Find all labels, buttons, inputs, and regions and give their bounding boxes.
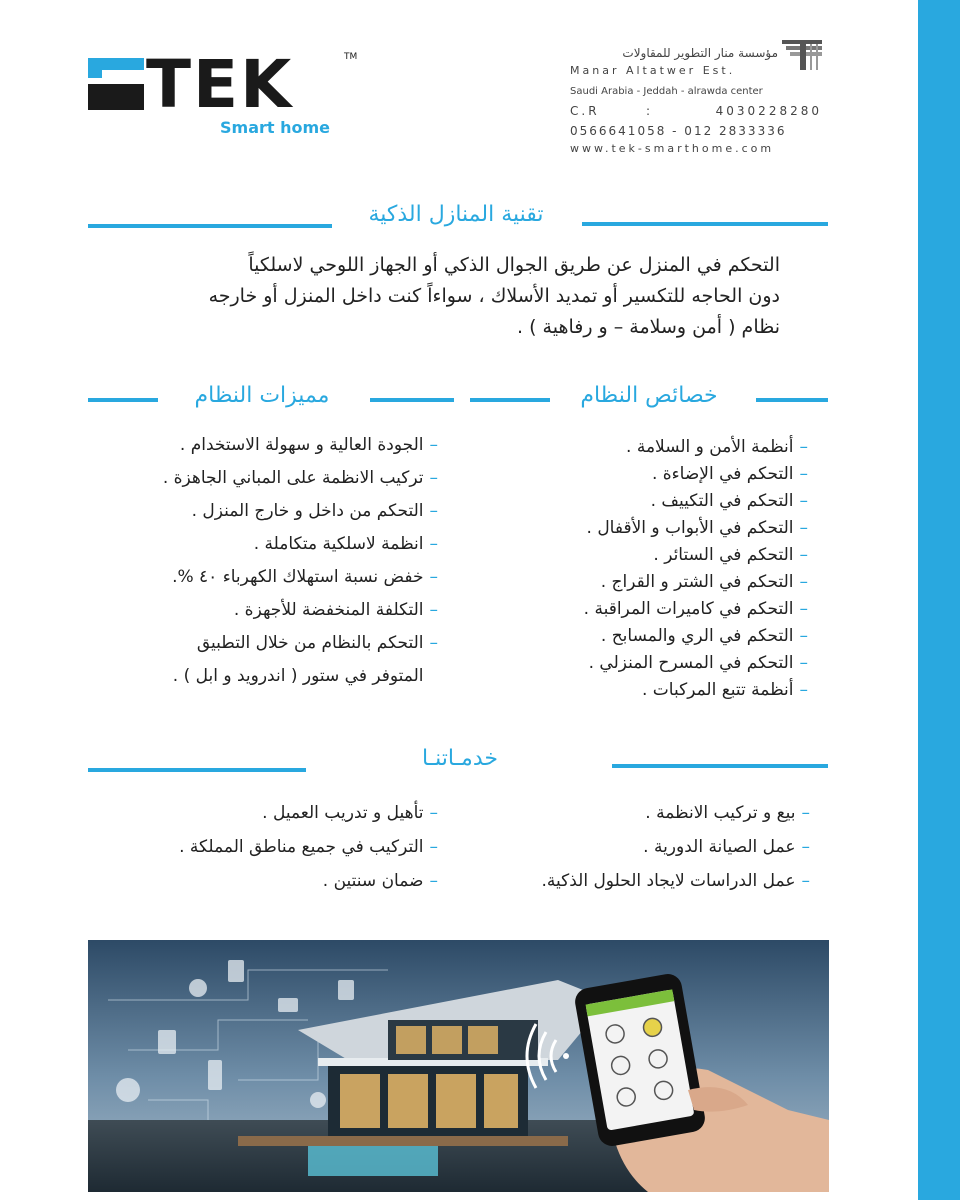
list-item: –انظمة لاسلكية متكاملة . [253,534,438,554]
intro-heading-line-left [88,224,332,228]
service-text: ضمان سنتين . [322,871,424,891]
phone-numbers: 0566641058 - 012 2833336 [570,124,787,138]
smart-home-photo [88,940,829,1192]
advantage-text: خفض نسبة استهلاك الكهرباء ٤٠ %. [172,567,424,587]
advantage-text: تركيب الانظمة على المباني الجاهزة . [162,468,424,488]
intro-paragraph [130,250,780,343]
list-item: –خفض نسبة استهلاك الكهرباء ٤٠ %. [172,567,438,587]
features-heading: خصائص النظام [580,383,718,408]
company-info [570,40,830,160]
logo-mark-icon [88,58,144,110]
list-item: –التركيب في جميع مناطق المملكة . [179,837,438,857]
advantages-heading-line-left [88,398,158,402]
service-text: عمل الصيانة الدورية . [643,837,796,857]
feature-text: أنظمة الأمن و السلامة . [626,437,794,457]
list-item: –التحكم في التكييف . [650,491,808,511]
list-item: –التحكم بالنظام من خلال التطبيق [196,633,438,653]
service-text: تأهيل و تدريب العميل . [262,803,424,823]
services-heading-line-right [612,764,828,768]
advantage-text: التكلفة المنخفضة للأجهزة . [233,600,424,620]
cr-number: 4030228280 [715,104,822,118]
feature-text: التحكم في الشتر و القراج . [600,572,794,592]
list-item: –أنظمة تتبع المركبات . [641,680,808,700]
list-item: –التحكم في الأبواب و الأقفال . [586,518,808,538]
logo-tagline: Smart home [220,118,331,137]
features-list [584,434,808,704]
service-text: بيع و تركيب الانظمة . [645,803,796,823]
intro-line: دون الحاجه للتكسير أو تمديد الأسلاك ، سواءاً كنت داخل المنزل أو خارجه [208,285,780,307]
list-item: –التحكم في كاميرات المراقبة . [583,599,808,619]
feature-text: التحكم في التكييف . [650,491,794,511]
list-item: –الجودة العالية و سهولة الاستخدام . [179,435,438,455]
list-item: –عمل الدراسات لايجاد الحلول الذكية. [541,871,810,891]
smart-home-illustration [88,940,829,1192]
services-heading: خدمـاتنـا [422,746,498,771]
cr-colon: : [646,104,654,118]
feature-text: التحكم في كاميرات المراقبة . [583,599,794,619]
feature-text: التحكم في الستائر . [653,545,794,565]
feature-text: التحكم في الأبواب و الأقفال . [586,518,794,538]
company-name-english: Manar Altatwer Est. [570,64,736,77]
feature-text: التحكم في الري والمسابح . [600,626,794,646]
service-text: التركيب في جميع مناطق المملكة . [179,837,424,857]
list-item: –تركيب الانظمة على المباني الجاهزة . [162,468,438,488]
feature-text: أنظمة تتبع المركبات . [641,680,794,700]
list-item: –بيع و تركيب الانظمة . [645,803,810,823]
list-item: –التحكم من داخل و خارج المنزل . [191,501,438,521]
list-item: –أنظمة الأمن و السلامة . [626,437,808,457]
list-item: –التحكم في المسرح المنزلي . [588,653,808,673]
feature-text: التحكم في الإضاءة . [651,464,794,484]
services-list-right [541,800,810,902]
trademark-symbol: TM [344,52,358,62]
services-heading-line-left [88,768,306,772]
advantage-text: الجودة العالية و سهولة الاستخدام . [179,435,424,455]
list-item: –تأهيل و تدريب العميل . [262,803,438,823]
logo-wordmark: TEK [146,46,294,123]
features-heading-line-right [756,398,828,402]
advantages-heading-line-right [370,398,454,402]
list-item: –التكلفة المنخفضة للأجهزة . [233,600,438,620]
features-heading-line-left [470,398,550,402]
advantages-list [163,432,438,696]
list-item: –التحكم في الري والمسابح . [600,626,808,646]
advantage-text: التحكم بالنظام من خلال التطبيق [196,633,424,653]
list-item: –ضمان سنتين . [322,871,438,891]
service-text: عمل الدراسات لايجاد الحلول الذكية. [541,871,796,891]
cr-label: C.R [570,104,600,118]
list-item: –التحكم في الشتر و القراج . [600,572,808,592]
services-list-left [179,800,438,902]
advantages-heading: مميزات النظام [194,383,330,408]
list-item: –عمل الصيانة الدورية . [643,837,810,857]
company-address: Saudi Arabia - Jeddah - alrawda center [570,86,763,97]
intro-line: نظام ( أمن وسلامة – و رفاهية ) . [517,316,780,338]
intro-heading-line-right [582,222,828,226]
commercial-registration [570,104,822,118]
side-accent-bar [918,0,960,1200]
website-address: www.tek-smarthome.com [570,142,775,155]
list-item [163,663,438,696]
intro-heading: تقنية المنازل الذكية [368,202,544,227]
feature-text: التحكم في المسرح المنزلي . [588,653,794,673]
company-mark-icon [780,40,826,70]
tek-logo [88,46,358,142]
advantage-text: انظمة لاسلكية متكاملة . [253,534,424,554]
advantage-text: التحكم من داخل و خارج المنزل . [191,501,424,521]
list-item: –التحكم في الإضاءة . [651,464,808,484]
list-item: –التحكم في الستائر . [653,545,808,565]
intro-line: التحكم في المنزل عن طريق الجوال الذكي أو الجهاز اللوحي لاسلكياً [248,254,780,276]
advantage-text: المتوفر في ستور ( اندرويد و ابل ) . [172,666,424,686]
company-name-arabic: مؤسسة منار التطوير للمقاولات [622,46,778,60]
